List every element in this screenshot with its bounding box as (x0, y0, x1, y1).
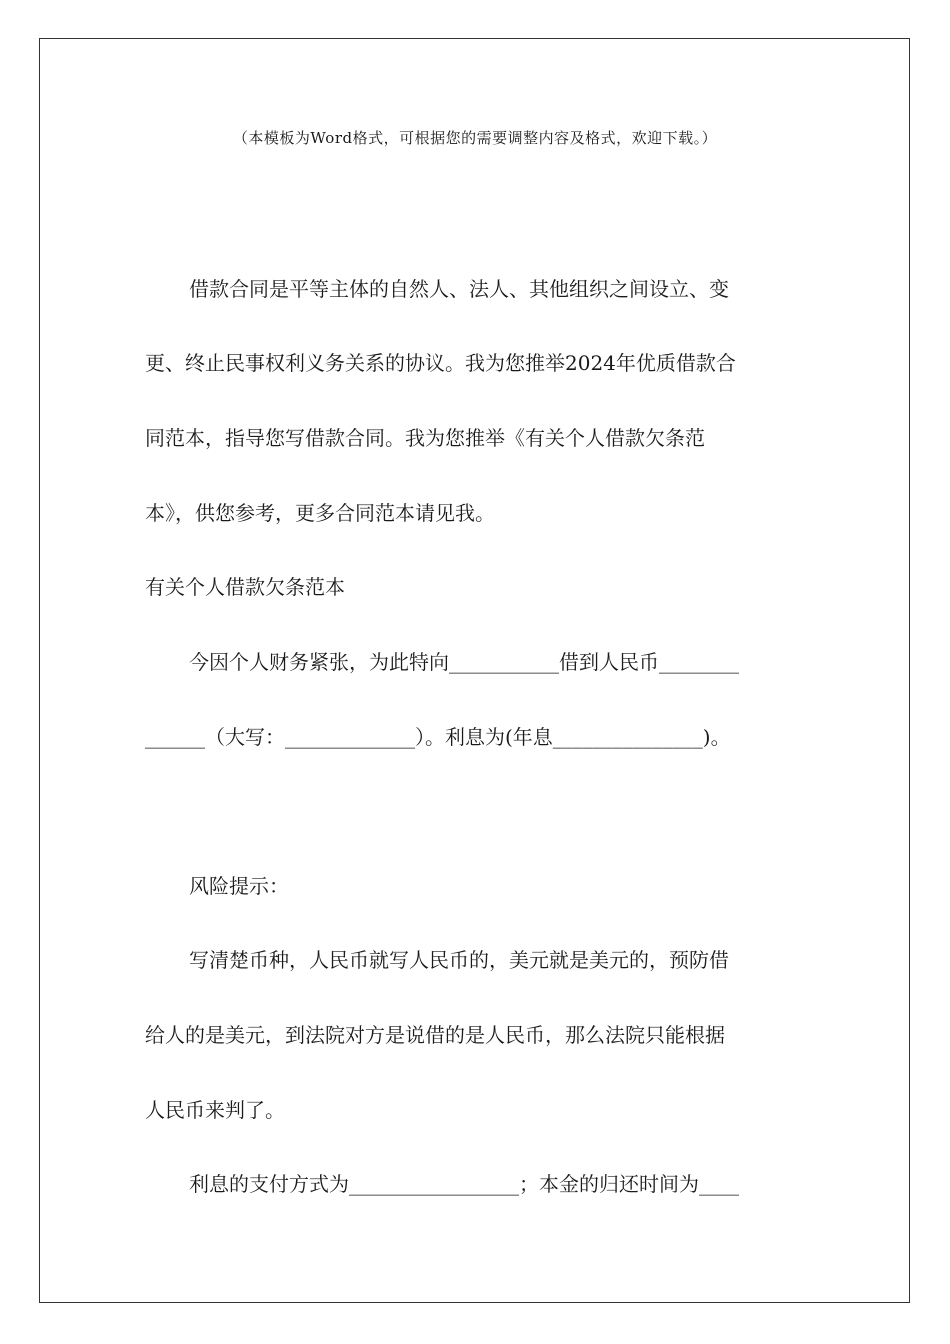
section-heading: 有关个人借款欠条范本 (145, 575, 345, 599)
intro-line-3: 同范本，指导您写借款合同。我为您推举《有关个人借款欠条范 (145, 426, 705, 450)
template-note: （本模板为Word格式，可根据您的需要调整内容及格式，欢迎下载。） (232, 129, 718, 147)
payment-line-1: 利息的支付方式为_________________；本金的归还时间为____ (189, 1172, 739, 1196)
loan-line-1: 今因个人财务紧张，为此特向___________借到人民币________ (189, 650, 739, 674)
risk-title: 风险提示： (189, 874, 289, 898)
risk-line-3: 人民币来判了。 (145, 1098, 285, 1122)
risk-line-2: 给人的是美元，到法院对方是说借的是人民币，那么法院只能根据 (145, 1023, 725, 1047)
intro-line-4: 本》，供您参考，更多合同范本请见我。 (145, 501, 495, 525)
intro-line-1: 借款合同是平等主体的自然人、法人、其他组织之间设立、变 (189, 277, 729, 301)
intro-line-2: 更、终止民事权利义务关系的协议。我为您推举2024年优质借款合 (145, 351, 736, 375)
risk-line-1: 写清楚币种，人民币就写人民币的，美元就是美元的，预防借 (189, 948, 729, 972)
loan-line-2: ______（大写：_____________）。利息为(年息_______________)。 (145, 725, 731, 749)
